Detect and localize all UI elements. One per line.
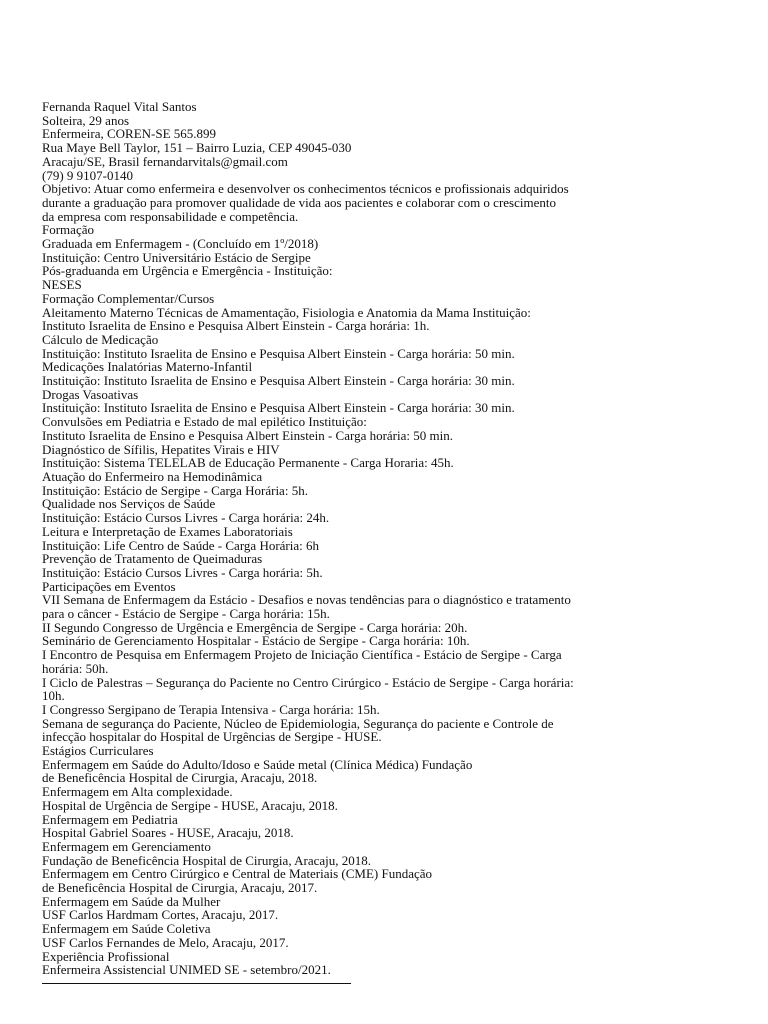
- section-heading-experience: Experiência Profissional: [42, 948, 170, 964]
- event-line: 10h.: [42, 688, 65, 704]
- education-line: Pós-graduanda em Urgência e Emergência - Instituição:: [42, 263, 333, 279]
- course-line: Qualidade nos Serviços de Saúde: [42, 496, 216, 512]
- event-line: horária: 50h.: [42, 660, 109, 676]
- course-line: Instituição: Estácio Cursos Livres - Carga horária: 24h.: [42, 510, 330, 526]
- candidate-name: Fernanda Raquel Vital Santos: [42, 99, 197, 114]
- event-line: II Segundo Congresso de Urgência e Emergência de Sergipe - Carga horária: 20h.: [42, 619, 468, 635]
- course-line: Medicações Inalatórias Materno-Infantil: [42, 359, 253, 375]
- course-line: Instituição: Instituto Israelita de Ensino e Pesquisa Albert Einstein - Carga horária: 50 min.: [42, 345, 515, 361]
- course-line: Instituição: Estácio Cursos Livres - Carga horária: 5h.: [42, 564, 323, 580]
- internship-line: Hospital de Urgência de Sergipe - HUSE, Aracaju, 2018.: [42, 797, 338, 813]
- internship-line: Hospital Gabriel Soares - HUSE, Aracaju, 2018.: [42, 825, 294, 841]
- event-line: I Encontro de Pesquisa em Enfermagem Projeto de Iniciação Científica - Estácio de Sergipe - Carga: [42, 647, 562, 663]
- marital-status-age: Solteira, 29 anos: [42, 112, 130, 128]
- event-line: I Ciclo de Palestras – Segurança do Paciente no Centro Cirúrgico - Estácio de Sergipe - Carga horária:: [42, 674, 574, 690]
- internship-line: Enfermagem em Gerenciamento: [42, 838, 211, 854]
- course-line: Drogas Vasoativas: [42, 386, 139, 402]
- experience-line: Enfermeira Assistencial UNIMED SE - setembro/2021.: [42, 962, 331, 978]
- course-line: Instituição: Life Centro de Saúde - Carga Horária: 6h: [42, 537, 320, 553]
- course-line: Instituição: Estácio de Sergipe - Carga Horária: 5h.: [42, 482, 308, 498]
- internship-line: Enfermagem em Pediatria: [42, 811, 178, 827]
- course-line: Instituição: Sistema TELELAB de Educação Permanente - Carga Horaria: 45h.: [42, 455, 454, 471]
- objective-line: Objetivo: Atuar como enfermeira e desenvolver os conhecimentos técnicos e profissionais adquiridos: [42, 181, 569, 197]
- internship-line: Enfermagem em Saúde da Mulher: [42, 893, 221, 909]
- education-line: Graduada em Enfermagem - (Concluído em 1º/2018): [42, 236, 319, 252]
- internship-line: Enfermagem em Alta complexidade.: [42, 784, 233, 800]
- section-heading-internships: Estágios Curriculares: [42, 743, 154, 759]
- internship-line: Enfermagem em Saúde Coletiva: [42, 921, 211, 937]
- internship-line: de Beneficência Hospital de Cirurgia, Aracaju, 2017.: [42, 880, 318, 896]
- section-heading-courses: Formação Complementar/Cursos: [42, 290, 215, 306]
- course-line: Instituto Israelita de Ensino e Pesquisa Albert Einstein - Carga horária: 50 min.: [42, 427, 453, 443]
- education-line: Instituição: Centro Universitário Estácio de Sergipe: [42, 249, 311, 265]
- section-heading-education: Formação: [42, 222, 94, 238]
- internship-line: Enfermagem em Centro Cirúrgico e Central de Materiais (CME) Fundação: [42, 866, 432, 882]
- event-line: Semana de segurança do Paciente, Núcleo de Epidemiologia, Segurança do paciente e Controle de: [42, 715, 554, 731]
- internship-line: USF Carlos Hardmam Cortes, Aracaju, 2017.: [42, 907, 279, 923]
- address-line: Rua Maye Bell Taylor, 151 – Bairro Luzia, CEP 49045-030: [42, 140, 352, 156]
- objective-line: durante a graduação para promover qualidade de vida aos pacientes e colaborar com o crescimento: [42, 194, 556, 210]
- section-heading-events: Participações em Eventos: [42, 578, 176, 594]
- event-line: VII Semana de Enfermagem da Estácio - Desafios e novas tendências para o diagnóstico e tratamento: [42, 592, 571, 608]
- internship-line: USF Carlos Fernandes de Melo, Aracaju, 2017.: [42, 934, 289, 950]
- education-line: NESES: [42, 277, 82, 293]
- resume-document: [42, 100, 732, 984]
- course-line: Instituição: Instituto Israelita de Ensino e Pesquisa Albert Einstein - Carga horária: 30 min.: [42, 400, 515, 416]
- internship-line: de Beneficência Hospital de Cirurgia, Aracaju, 2018.: [42, 770, 318, 786]
- course-line: Aleitamento Materno Técnicas de Amamentação, Fisiologia e Anatomia da Mama Instituição:: [42, 304, 531, 320]
- course-line: Convulsões em Pediatria e Estado de mal epilético Instituição:: [42, 414, 367, 430]
- internship-line: Enfermagem em Saúde do Adulto/Idoso e Saúde metal (Clínica Médica) Fundação: [42, 756, 473, 772]
- internship-line: Fundação de Beneficência Hospital de Cirurgia, Aracaju, 2018.: [42, 852, 371, 868]
- course-line: Leitura e Interpretação de Exames Laboratoriais: [42, 523, 293, 539]
- signature-line: [42, 977, 351, 984]
- city-email-line: Aracaju/SE, Brasil fernandarvitals@gmail.com: [42, 153, 288, 169]
- course-line: Instituto Israelita de Ensino e Pesquisa Albert Einstein - Carga horária: 1h.: [42, 318, 430, 334]
- course-line: Instituição: Instituto Israelita de Ensino e Pesquisa Albert Einstein - Carga horária: 30 min.: [42, 373, 515, 389]
- course-line: Cálculo de Medicação: [42, 331, 159, 347]
- objective-line: da empresa com responsabilidade e competência.: [42, 208, 299, 224]
- phone-line: (79) 9 9107-0140: [42, 167, 133, 183]
- course-line: Prevenção de Tratamento de Queimaduras: [42, 551, 263, 567]
- course-line: Diagnóstico de Sífilis, Hepatites Virais e HIV: [42, 441, 280, 457]
- event-line: I Congresso Sergipano de Terapia Intensiva - Carga horária: 15h.: [42, 701, 380, 717]
- event-line: para o câncer - Estácio de Sergipe - Carga horária: 15h.: [42, 606, 330, 622]
- course-line: Atuação do Enfermeiro na Hemodinâmica: [42, 468, 263, 484]
- event-line: infecção hospitalar do Hospital de Urgências de Sergipe - HUSE.: [42, 729, 382, 745]
- profession-registration: Enfermeira, COREN-SE 565.899: [42, 126, 217, 142]
- event-line: Seminário de Gerenciamento Hospitalar - Estácio de Sergipe - Carga horária: 10h.: [42, 633, 470, 649]
